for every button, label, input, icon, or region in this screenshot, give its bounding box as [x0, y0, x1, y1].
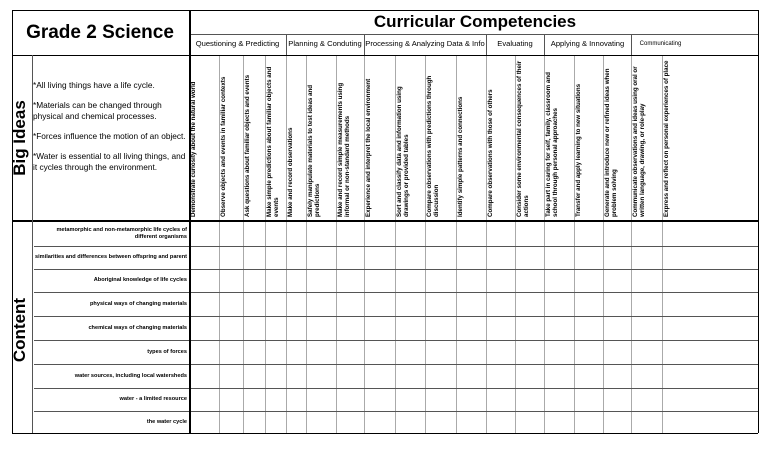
grid-line [395, 55, 396, 433]
grid-line [486, 55, 487, 433]
grid-line [34, 292, 758, 293]
content-item: physical ways of changing materials [90, 300, 187, 307]
grid-line [515, 55, 516, 433]
grid-line [758, 10, 759, 433]
big-idea-item: *Water is essential to all living things, and it cycles through the environment. [33, 151, 186, 172]
big-ideas-label: Big Ideas [10, 100, 29, 176]
grid-line [286, 55, 287, 433]
grid-line [306, 55, 307, 433]
competency-header: Make simple predictions about familiar objects and events [266, 66, 280, 217]
grid-line [189, 34, 758, 35]
content-item: water sources, including local watersheds [74, 372, 187, 379]
grid-line [425, 55, 426, 433]
content-item: metamorphic and non-metamorphic life cycles of different organisms [56, 227, 187, 240]
category-header: Processing & Analyzing Data & Info [365, 39, 485, 49]
content-label: Content [10, 297, 29, 363]
category-header: Questioning & Predicting [195, 39, 280, 49]
grid-line [34, 340, 758, 341]
competency-header: Sort and classify data and information using drawings or provided tables [396, 86, 410, 217]
competency-header: Observe objects and events in familiar contexts [220, 76, 227, 217]
grid-line [12, 55, 758, 56]
category-header: Communicating [639, 41, 682, 48]
grid-line [12, 433, 758, 434]
competency-header: Take part in caring for self, family, classroom and school through personal approaches [545, 72, 559, 217]
grid-line [336, 55, 337, 433]
grid-line [544, 55, 545, 433]
content-item: similarities and differences between offspring and parent [35, 254, 187, 260]
grid-line [12, 10, 13, 433]
content-item: types of forces [147, 348, 187, 355]
category-header: Applying & Innovating [550, 39, 625, 49]
grid-line [189, 10, 191, 433]
grid-line [243, 55, 244, 433]
big-ideas-list [33, 80, 186, 182]
category-header: Planning & Conduting [288, 39, 362, 49]
grid-line [12, 220, 758, 222]
competency-header: Ask questions about familiar objects and events [244, 74, 251, 217]
category-header: Evaluating [497, 39, 533, 49]
grid-line [219, 55, 220, 433]
content-item: the water cycle [146, 418, 187, 425]
content-item: Aboriginal knowledge of life cycles [93, 277, 187, 283]
competency-header: Make and record simple measurements using informal or non-standard methods [337, 82, 351, 217]
competency-header: Compare observations with predictions through discussion [426, 75, 440, 217]
grid-line [364, 55, 365, 433]
grid-line [662, 55, 663, 433]
competency-header: Consider some environmental consequences of their actions [516, 60, 530, 217]
page-title: Grade 2 Science [26, 22, 174, 43]
grid-line [34, 246, 758, 247]
competency-header: Experience and interpret the local environment [365, 78, 372, 217]
competency-header: Safely manipulate materials to test ideas and predictions [307, 84, 321, 217]
grid-line [32, 55, 33, 433]
big-idea-item: *Forces influence the motion of an object. [33, 131, 186, 141]
big-idea-item: *All living things have a life cycle. [33, 80, 155, 90]
competency-header: Identify simple patterns and connections [457, 96, 464, 217]
competency-header: Communicate observations and ideas using oral or written language, drawing, or role-play [632, 66, 646, 217]
grid-line [12, 10, 758, 11]
grid-line [603, 55, 604, 433]
grid-line [34, 364, 758, 365]
competency-header: Express and reflect on personal experiences of place [663, 60, 670, 217]
grid-line [265, 55, 266, 433]
competency-header: Demonstrate curiosity about the natural world [190, 81, 197, 217]
competencies-title: Curricular Competencies [373, 12, 577, 31]
competency-header: Generate and introduce new or refined ideas when problem solving [604, 68, 618, 217]
grid-line [34, 269, 758, 270]
competency-header: Make and record observations [287, 127, 294, 217]
grid-line [574, 55, 575, 433]
content-item: chemical ways of changing materials [88, 324, 187, 331]
grid-line [34, 388, 758, 389]
grid-line [631, 55, 632, 433]
grid-line [34, 316, 758, 317]
competency-header: Compare observations with those of others [487, 89, 494, 217]
content-item: water - a limited resource [119, 396, 187, 402]
competency-header: Transfer and apply learning to new situations [575, 83, 582, 217]
grid-line [456, 55, 457, 433]
grid-line [34, 411, 758, 412]
big-idea-item: *Materials can be changed through physical and chemical processes. [33, 100, 162, 121]
